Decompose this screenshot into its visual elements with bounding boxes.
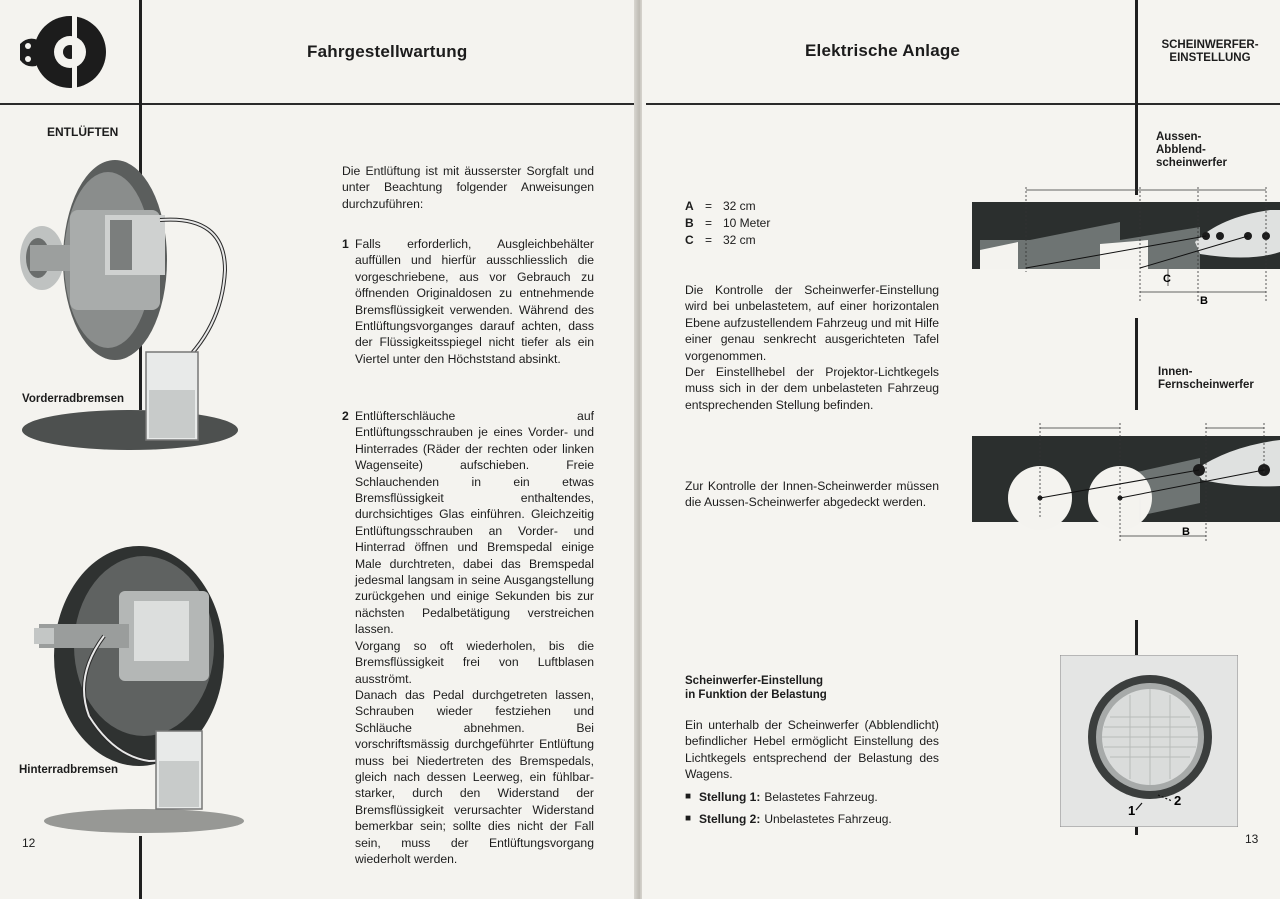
position-2 [685, 808, 892, 830]
dim-key: C [685, 233, 694, 247]
caption-outer-line-3: scheinwerfer [1156, 157, 1227, 169]
caption-inner-line-2: Fernscheinwerfer [1158, 379, 1254, 391]
dim-value: 32 cm [723, 233, 756, 247]
dim-value: 32 cm [723, 199, 756, 213]
dim-value: 10 Meter [723, 216, 771, 230]
corner-title-line-2: EINSTELLUNG [1169, 52, 1251, 64]
caption-inner-line-1: Innen- [1158, 366, 1193, 378]
dim-eq: = [705, 216, 713, 230]
position-2-label: Stellung 2: [699, 812, 761, 826]
left-column-rule-bottom [139, 836, 142, 899]
dim-eq: = [705, 199, 713, 213]
diagram-label-a: A [1127, 505, 1135, 517]
page-number-right: 13 [1245, 832, 1259, 846]
caption-outer-line-2: Abblend- [1156, 144, 1206, 156]
headlamp-photo [1060, 655, 1238, 827]
right-column-rule-mid [1135, 318, 1138, 410]
load-title-line-2: in Funktion der Belastung [685, 689, 827, 701]
left-header-rule [0, 103, 634, 105]
front-brake-illustration [10, 160, 240, 470]
position-1 [685, 786, 892, 808]
position-2-desc: Unbelastetes Fahrzeug. [764, 812, 892, 826]
corner-title [1154, 39, 1266, 65]
right-header-rule [646, 103, 1280, 105]
dim-eq: = [705, 233, 713, 247]
step-1-text: Falls erforderlich, Ausgleichbehälter auffüllen und hierfür ausschliesslich die vorgeschriebene, aus vor Gebrauch zu öffnenden Originaldosen zu entnehmende Bremsflüssigkeit verwenden. Während des Entlüftungsvorganges darauf achten, dass der Flüssigkeitsspiegel nicht tiefer als ein Viertel unter den Höchststand absinkt. [355, 237, 594, 366]
load-title-line-1: Scheinwerfer-Einstellung [685, 675, 824, 687]
outer-headlight-diagram [970, 182, 1280, 307]
step-2-more-2: Danach das Pedal durchgetreten lassen, Schrauben wieder festziehen und Schläuche abnehmen. Bei vorschriftsmässig durchgeführter Entlüftung muss bei Niedertreten des Bremspedals, gleich nach dessen Leerweg, ein fühlbar-starker, durch den Widerstand der Bremsflüssigkeit verursachter Widerstand bemerkbar sein; sollte dies nicht der Fall sein, muss der Entlüftungsvorgang wiederholt werden. [355, 687, 594, 866]
chassis-logo-icon [14, 14, 114, 94]
right-page [642, 0, 1280, 899]
position-1-desc: Belastetes Fahrzeug. [764, 790, 878, 804]
bullet-icon: ■ [685, 813, 692, 824]
intro-paragraph: Die Entlüftung ist mit äusserster Sorgfalt und unter Beachtung folgender Anweisungen durchzuführen: [342, 164, 594, 211]
rear-brake-illustration [34, 546, 244, 836]
corner-title-line-1: SCHEINWERFER- [1161, 39, 1259, 51]
step-2-text: Entlüfterschläuche auf Entlüftungsschrauben je eines Vorder- und Hinterrades (Räder der rechten oder linken Wagenseite) aufschieben. Freie Schlauchenden in ein etwas Bremsflüssigkeit enthaltendes, durchsichtiges Glas einführen. Gleichzeitig Entlüftungsschrauben an Vorder- und Hinterrad öffnen und Bremspedal einige Male durchtreten, dabei das Bremspedal jedesmal langsam in seine Ausgangstellung zurückgehen und einige Sekunden bis zur nächsten Pedalbetätigung verstreichen lassen. [355, 409, 594, 637]
step-2 [342, 408, 594, 867]
page-number-left: 12 [22, 836, 36, 850]
control-text-1: Die Kontrolle der Scheinwerfer-Einstellung wird bei unbelastetem, auf einer horizontalen Ebene aufzustellendem Fahrzeug und mit Hilfe einer genau senkrecht ausgerichteten Tafel vorgenommen. [685, 283, 939, 363]
position-list [685, 786, 892, 830]
right-column-rule-top [1135, 0, 1138, 195]
caption-front-brakes: Vorderradbremsen [22, 393, 125, 405]
step-2-number: 2 [342, 409, 349, 423]
bullet-icon: ■ [685, 791, 692, 802]
control-paragraph [685, 282, 939, 413]
photo-label-2: 2 [1174, 793, 1182, 808]
step-1 [342, 236, 594, 367]
left-page [0, 0, 638, 899]
control-text-2: Der Einstellhebel der Projektor-Lichtkegels muss sich in der dem unbelasteten Fahrzeug entsprechenden Stellung befinden. [685, 365, 939, 412]
load-paragraph: Ein unterhalb der Scheinwerfer (Abblendlicht) befindlicher Hebel ermöglicht Einstellung des Lichtkegels entsprechend der Belastung des Wagens. [685, 718, 939, 782]
load-adjustment-title [685, 674, 827, 702]
left-header-title: Fahrgestellwartung [307, 42, 468, 61]
dimension-row-a [685, 198, 770, 215]
step-2-content [355, 408, 594, 867]
dim-key: A [685, 199, 694, 213]
caption-inner-main-headlights [1158, 366, 1254, 392]
diagram-label-c: C [1163, 273, 1171, 285]
dimension-list [685, 198, 770, 249]
diagram-label-b-inner: B [1182, 526, 1190, 538]
step-2-more-1: Vorgang so oft wiederholen, bis die Bremsflüssigkeit frei von Luftblasen ausströmt. [355, 638, 594, 686]
dimension-row-c [685, 232, 770, 249]
dim-key: B [685, 216, 694, 230]
inner-check-paragraph: Zur Kontrolle der Innen-Scheinwerder müssen die Aussen-Scheinwerfer abgedeckt werden. [685, 479, 939, 510]
position-1-label: Stellung 1: [699, 790, 761, 804]
inner-headlight-diagram [970, 418, 1280, 548]
photo-label-1: 1 [1128, 803, 1136, 818]
section-title: ENTLÜFTEN [47, 125, 119, 139]
diagram-label-b: B [1200, 295, 1208, 307]
caption-outer-dipped-headlights [1156, 131, 1227, 170]
step-1-number: 1 [342, 237, 349, 251]
dimension-row-b [685, 215, 770, 232]
caption-rear-brakes: Hinterradbremsen [19, 764, 119, 776]
right-header-title: Elektrische Anlage [805, 41, 961, 60]
caption-outer-line-1: Aussen- [1156, 131, 1202, 143]
